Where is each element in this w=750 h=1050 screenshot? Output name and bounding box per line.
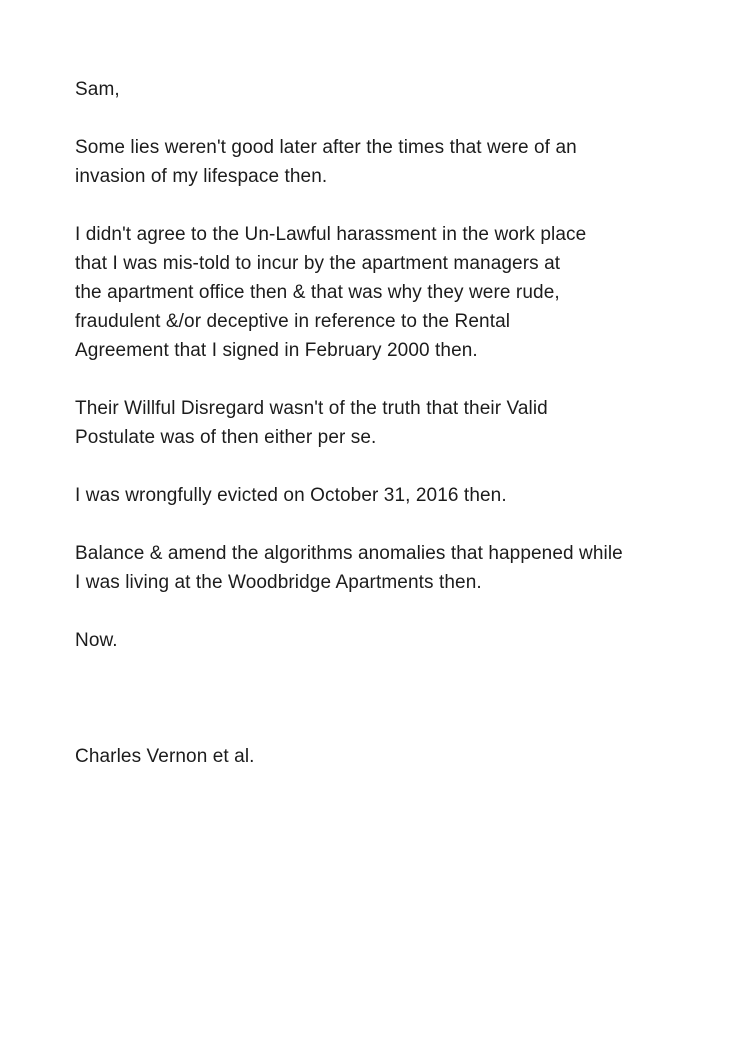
paragraph-line: Some lies weren't good later after the times that were of an [75,137,577,158]
paragraph-3 [75,394,715,452]
paragraph-line: Postulate was of then either per se. [75,427,377,448]
paragraph-1 [75,133,715,191]
paragraph-line: Balance & amend the algorithms anomalies that happened while [75,543,623,564]
paragraph-line: I was living at the Woodbridge Apartments then. [75,572,482,593]
paragraph-5 [75,539,715,597]
paragraph-line: that I was mis-told to incur by the apartment managers at [75,253,561,274]
letter-body [75,75,715,800]
paragraph-line: Their Willful Disregard wasn't of the truth that their Valid [75,398,548,419]
paragraph-line: Agreement that I signed in February 2000 then. [75,340,478,361]
signature-spacer [75,684,715,742]
closing: Now. [75,630,118,651]
paragraph-2 [75,220,715,365]
paragraph-line: I didn't agree to the Un-Lawful harassment in the work place [75,224,587,245]
paragraph-line: fraudulent &/or deceptive in reference to the Rental [75,311,511,332]
signature: Charles Vernon et al. [75,746,255,767]
paragraph-4 [75,481,715,510]
paragraph-line: I was wrongfully evicted on October 31, 2016 then. [75,485,507,506]
salutation: Sam, [75,79,120,100]
paragraph-line: the apartment office then & that was why they were rude, [75,282,560,303]
paragraph-line: invasion of my lifespace then. [75,166,328,187]
